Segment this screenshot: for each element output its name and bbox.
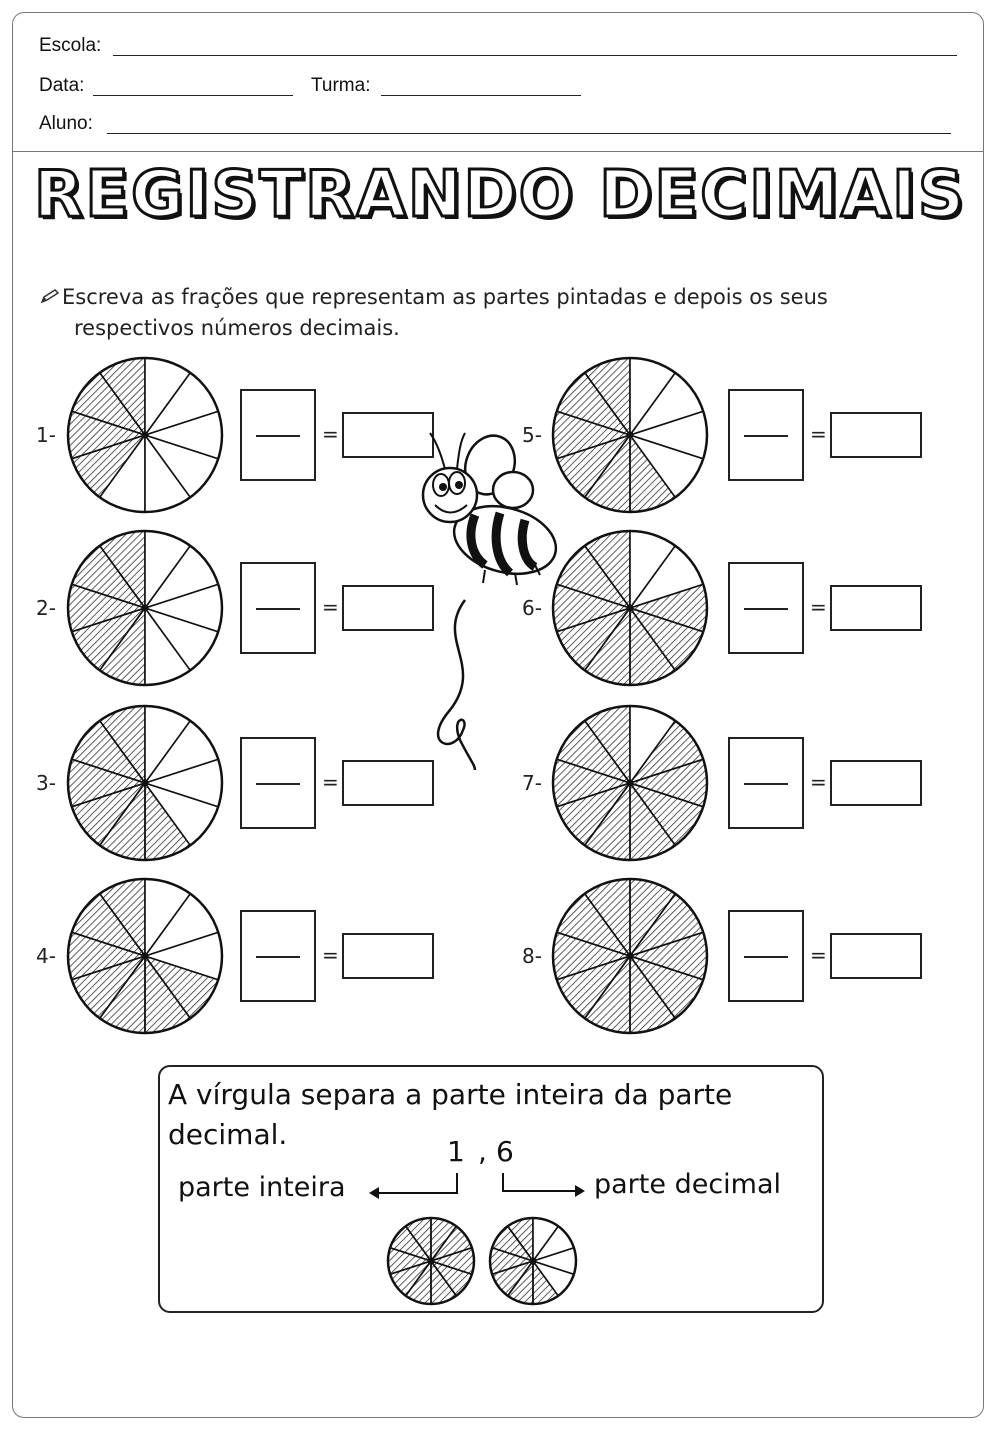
decimal-answer-box[interactable]: [830, 412, 922, 458]
turma-line[interactable]: [381, 95, 581, 96]
exercise-number: 3-: [36, 771, 56, 795]
pencil-icon: [40, 282, 62, 313]
parte-decimal-label: parte decimal: [594, 1169, 782, 1200]
note-text: A vírgula separa a parte inteira da parte decimal.: [168, 1078, 733, 1151]
pie-center: [142, 780, 149, 787]
aluno-label: Aluno:: [39, 113, 93, 134]
pie-center: [627, 432, 634, 439]
decimal-answer-box[interactable]: [830, 933, 922, 979]
example-arrows: [365, 1167, 595, 1207]
fraction-answer-box[interactable]: [728, 910, 804, 1002]
pie-center: [428, 1258, 435, 1265]
data-line[interactable]: [93, 95, 293, 96]
pie-center: [530, 1258, 537, 1265]
decimal-answer-box[interactable]: [830, 760, 922, 806]
equals-sign: =: [322, 943, 339, 967]
fraction-bar: [256, 435, 300, 437]
fraction-answer-box[interactable]: [728, 737, 804, 829]
example-pie-1: [388, 1218, 474, 1304]
escola-line[interactable]: [113, 55, 957, 56]
escola-field: [39, 35, 101, 57]
equals-sign: =: [810, 422, 827, 446]
exercise-number: 5-: [522, 423, 542, 447]
instruction-line-1: Escreva as frações que representam as partes pintadas e depois os seus: [62, 285, 828, 309]
fraction-answer-box[interactable]: [240, 910, 316, 1002]
fraction-answer-box[interactable]: [728, 562, 804, 654]
fraction-answer-box[interactable]: [240, 562, 316, 654]
exercise-number: 7-: [522, 771, 542, 795]
pie-center: [142, 953, 149, 960]
fraction-bar: [256, 608, 300, 610]
fraction-bar: [744, 608, 788, 610]
exercise-number: 6-: [522, 596, 542, 620]
turma-label: Turma:: [311, 75, 371, 96]
fraction-answer-box[interactable]: [240, 389, 316, 481]
bee-illustration: [395, 425, 565, 785]
equals-sign: =: [810, 595, 827, 619]
fraction-bar: [744, 435, 788, 437]
instruction: [40, 282, 940, 344]
fraction-pie: [548, 526, 712, 690]
equals-sign: =: [322, 595, 339, 619]
example-integer: 1: [447, 1135, 465, 1168]
decimal-answer-box[interactable]: [830, 585, 922, 631]
fraction-pie: [548, 874, 712, 1038]
fraction-pie: [63, 526, 227, 690]
example-pies: [385, 1215, 585, 1307]
decimal-answer-box[interactable]: [342, 933, 434, 979]
parte-inteira-label: parte inteira: [178, 1172, 346, 1203]
data-field: [39, 75, 84, 97]
fraction-bar: [256, 783, 300, 785]
title-text: REGISTRANDO DECIMAIS: [33, 158, 967, 232]
exercise-number: 4-: [36, 944, 56, 968]
pie-center: [627, 605, 634, 612]
fraction-bar: [744, 783, 788, 785]
instruction-line-2: respectivos números decimais.: [74, 316, 400, 340]
exercise-number: 8-: [522, 944, 542, 968]
aluno-line[interactable]: [107, 133, 951, 134]
exercise-number: 2-: [36, 596, 56, 620]
example-comma: ,: [478, 1135, 487, 1168]
header-fields: [13, 13, 983, 152]
aluno-field: [39, 113, 93, 135]
exercise-number: 1-: [36, 423, 56, 447]
equals-sign: =: [810, 770, 827, 794]
equals-sign: =: [810, 943, 827, 967]
fraction-bar: [744, 956, 788, 958]
example-pie-2: [490, 1218, 576, 1304]
fraction-pie: [548, 701, 712, 865]
page-title: [0, 158, 1000, 232]
note-box: [158, 1065, 824, 1313]
equals-sign: =: [322, 770, 339, 794]
fraction-pie: [63, 874, 227, 1038]
pie-center: [142, 432, 149, 439]
fraction-bar: [256, 956, 300, 958]
pie-center: [627, 780, 634, 787]
turma-field: [311, 75, 370, 97]
pie-center: [142, 605, 149, 612]
fraction-pie: [63, 701, 227, 865]
fraction-answer-box[interactable]: [240, 737, 316, 829]
example-decimal: 6: [496, 1135, 514, 1168]
data-label: Data:: [39, 75, 85, 96]
fraction-pie: [63, 353, 227, 517]
equals-sign: =: [322, 422, 339, 446]
pie-center: [627, 953, 634, 960]
fraction-pie: [548, 353, 712, 517]
escola-label: Escola:: [39, 35, 102, 56]
fraction-answer-box[interactable]: [728, 389, 804, 481]
